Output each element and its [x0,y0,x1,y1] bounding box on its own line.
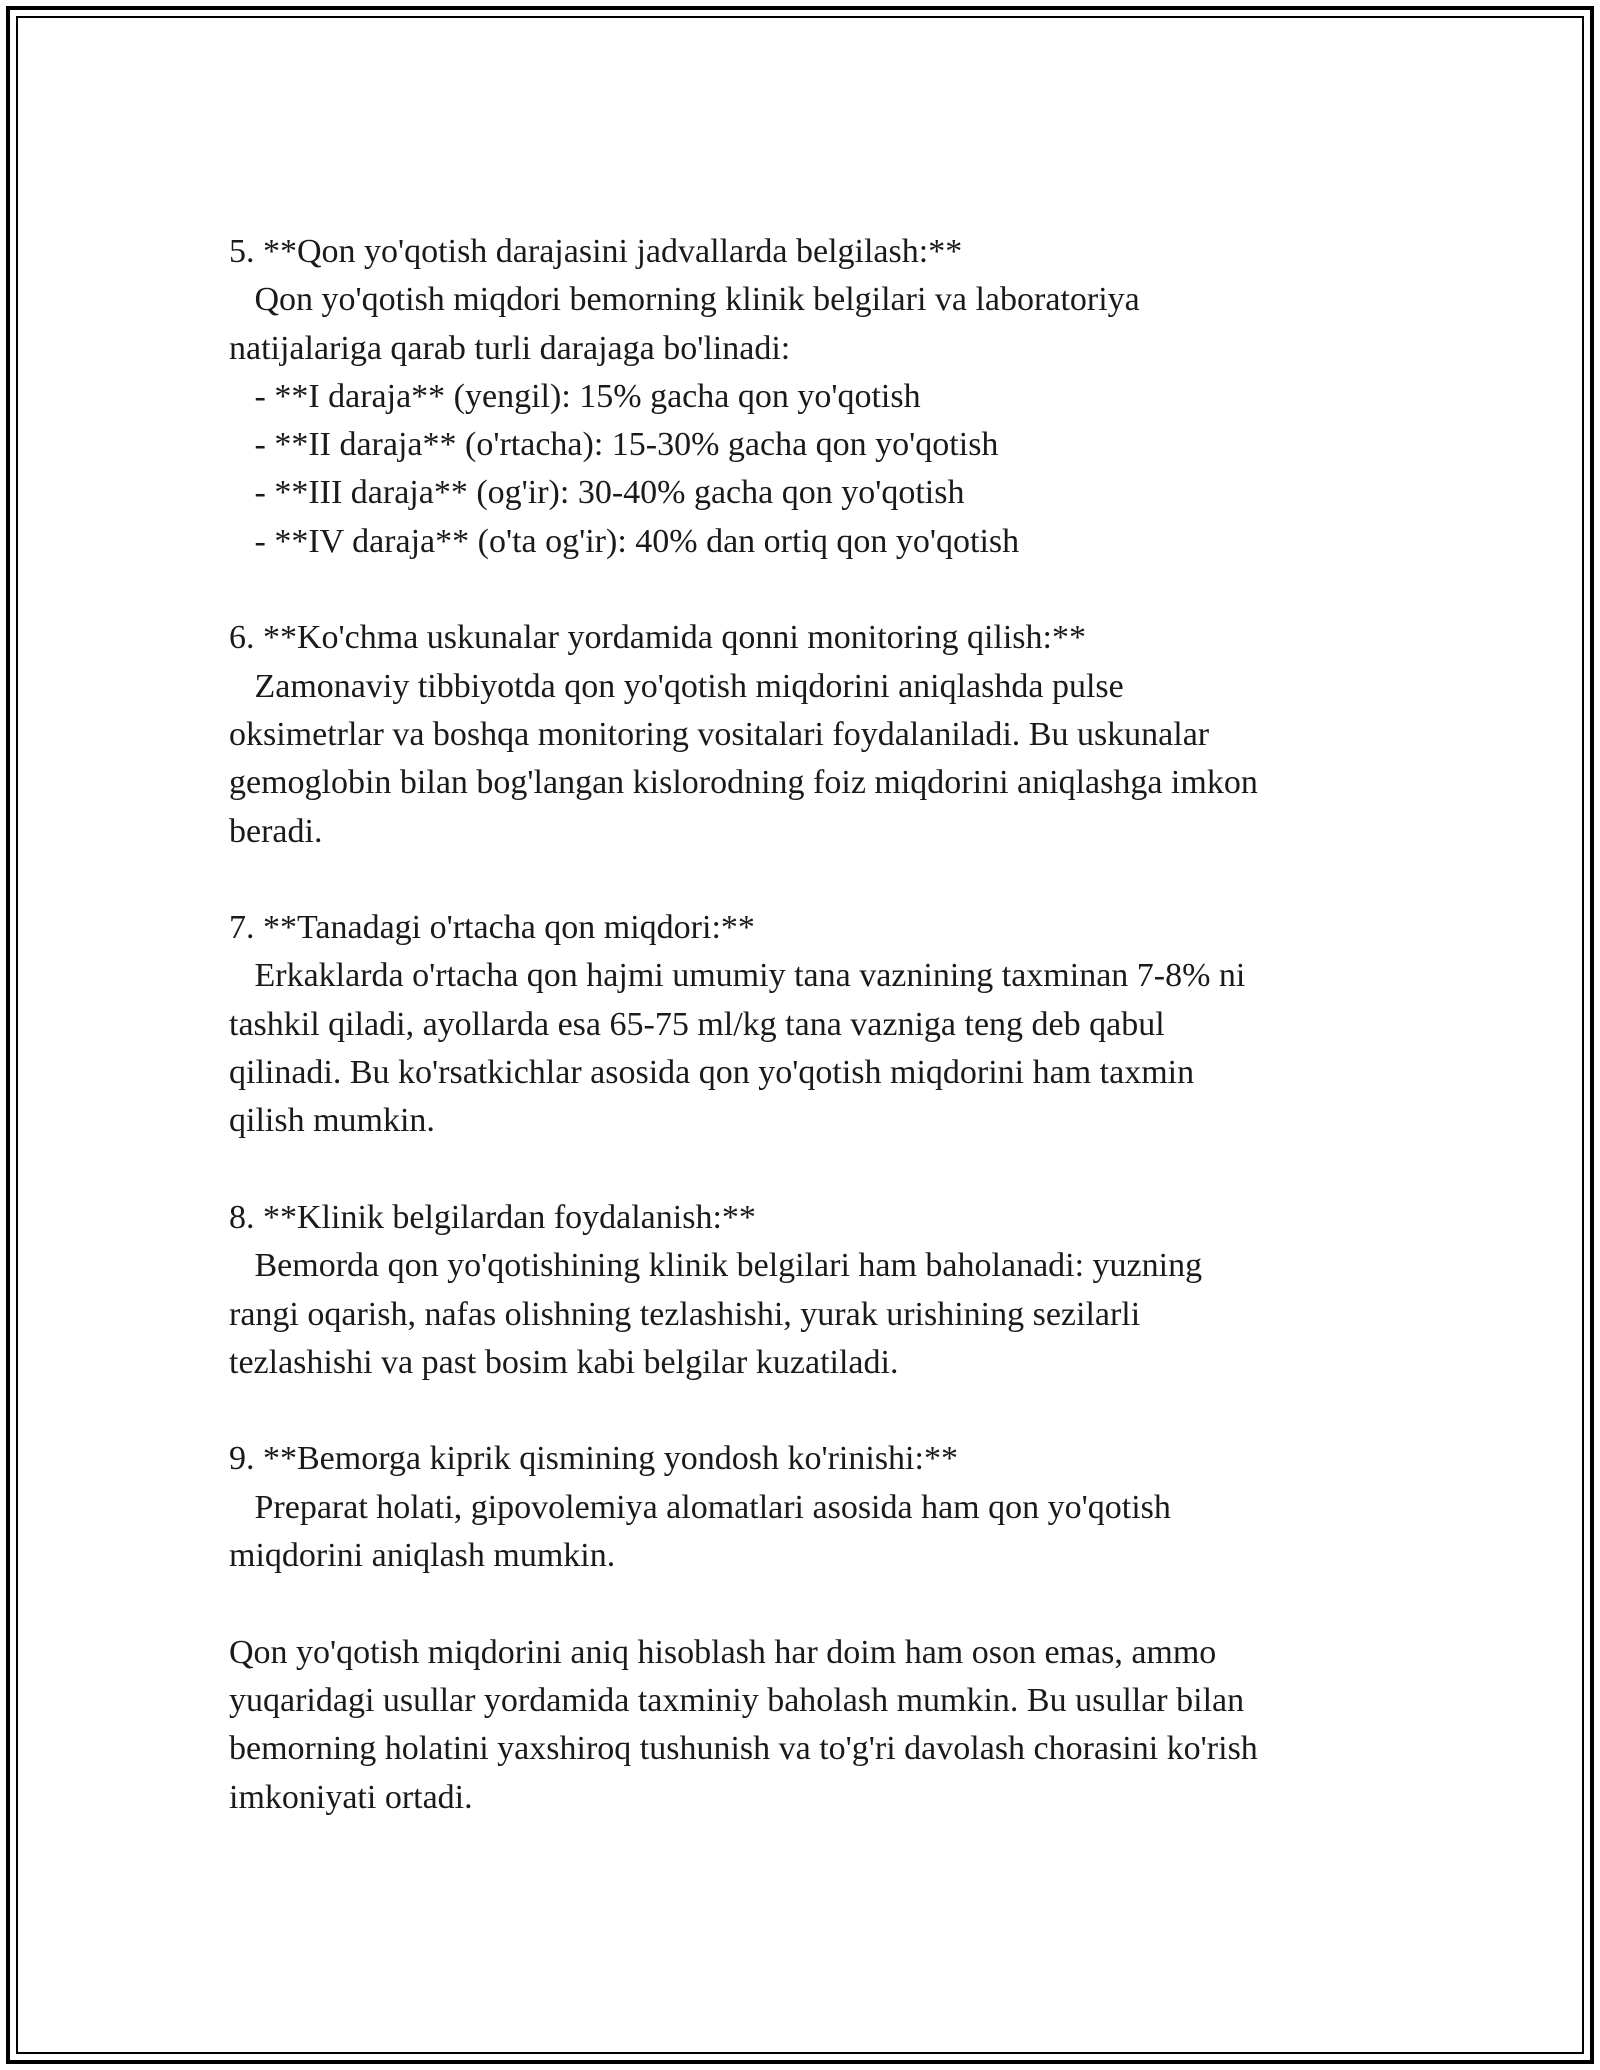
spacer [229,1580,1369,1628]
document-body [229,228,1369,1822]
section-heading: 7. **Tanadagi o'rtacha qon miqdori:** [229,909,755,947]
paragraph-line: Erkaklarda o'rtacha qon hajmi umumiy tana vaznining taxminan 7-8% ni [229,957,1246,995]
paragraph-line: imkoniyati ortadi. [229,1778,473,1816]
paragraph-line: Qon yo'qotish miqdorini aniq hisoblash har doim ham oson emas, ammo [229,1633,1217,1671]
paragraph-line: bemorning holatini yaxshiroq tushunish va to'g'ri davolash chorasini ko'rish [229,1730,1258,1768]
paragraph-line: Preparat holati, gipovolemiya alomatlari asosida ham qon yo'qotish [229,1488,1171,1526]
paragraph-line: tashkil qiladi, ayollarda esa 65-75 ml/kg tana vazniga teng deb qabul [229,1005,1165,1043]
paragraph-line: yuqaridagi usullar yordamida taxminiy baholash mumkin. Bu usullar bilan [229,1681,1245,1719]
paragraph-line: Zamonaviy tibbiyotda qon yo'qotish miqdorini aniqlashda pulse [229,667,1124,705]
paragraph-line: qilinadi. Bu ko'rsatkichlar asosida qon yo'qotish miqdorini ham taxmin [229,1054,1195,1092]
section-5 [229,228,1369,566]
paragraph-line: Bemorda qon yo'qotishining klinik belgilari ham baholanadi: yuzning [229,1247,1203,1285]
paragraph-line: tezlashishi va past bosim kabi belgilar kuzatiladi. [229,1343,899,1381]
paragraph-line: oksimetrlar va boshqa monitoring vositalari foydalaniladi. Bu uskunalar [229,715,1210,753]
section-heading: 8. **Klinik belgilardan foydalanish:** [229,1198,756,1236]
spacer [229,1146,1369,1194]
section-8 [229,1194,1369,1387]
section-9 [229,1435,1369,1580]
spacer [229,1387,1369,1435]
spacer [229,856,1369,904]
section-heading: 6. **Ko'chma uskunalar yordamida qonni monitoring qilish:** [229,619,1086,657]
section-7 [229,904,1369,1145]
paragraph-line: Qon yo'qotish miqdori bemorning klinik belgilari va laboratoriya [229,281,1140,319]
section-heading: 9. **Bemorga kiprik qismining yondosh ko'rinishi:** [229,1440,958,1478]
paragraph-line: beradi. [229,812,323,850]
conclusion-paragraph [229,1629,1369,1822]
paragraph-line: rangi oqarish, nafas olishning tezlashishi, yurak urishining sezilarli [229,1295,1141,1333]
paragraph-line: natijalariga qarab turli darajaga bo'linadi: [229,329,791,367]
spacer [229,566,1369,614]
paragraph-line: miqdorini aniqlash mumkin. [229,1537,616,1575]
paragraph-line: gemoglobin bilan bog'langan kislorodning foiz miqdorini aniqlashga imkon [229,764,1258,802]
list-item: - **III daraja** (og'ir): 30-40% gacha qon yo'qotish [229,474,965,512]
section-heading: 5. **Qon yo'qotish darajasini jadvallarda belgilash:** [229,233,963,270]
list-item: - **IV daraja** (o'ta og'ir): 40% dan ortiq qon yo'qotish [229,522,1020,560]
paragraph-line: qilish mumkin. [229,1102,435,1140]
section-6 [229,614,1369,855]
list-item: - **I daraja** (yengil): 15% gacha qon yo'qotish [229,377,921,415]
list-item: - **II daraja** (o'rtacha): 15-30% gacha qon yo'qotish [229,426,999,464]
